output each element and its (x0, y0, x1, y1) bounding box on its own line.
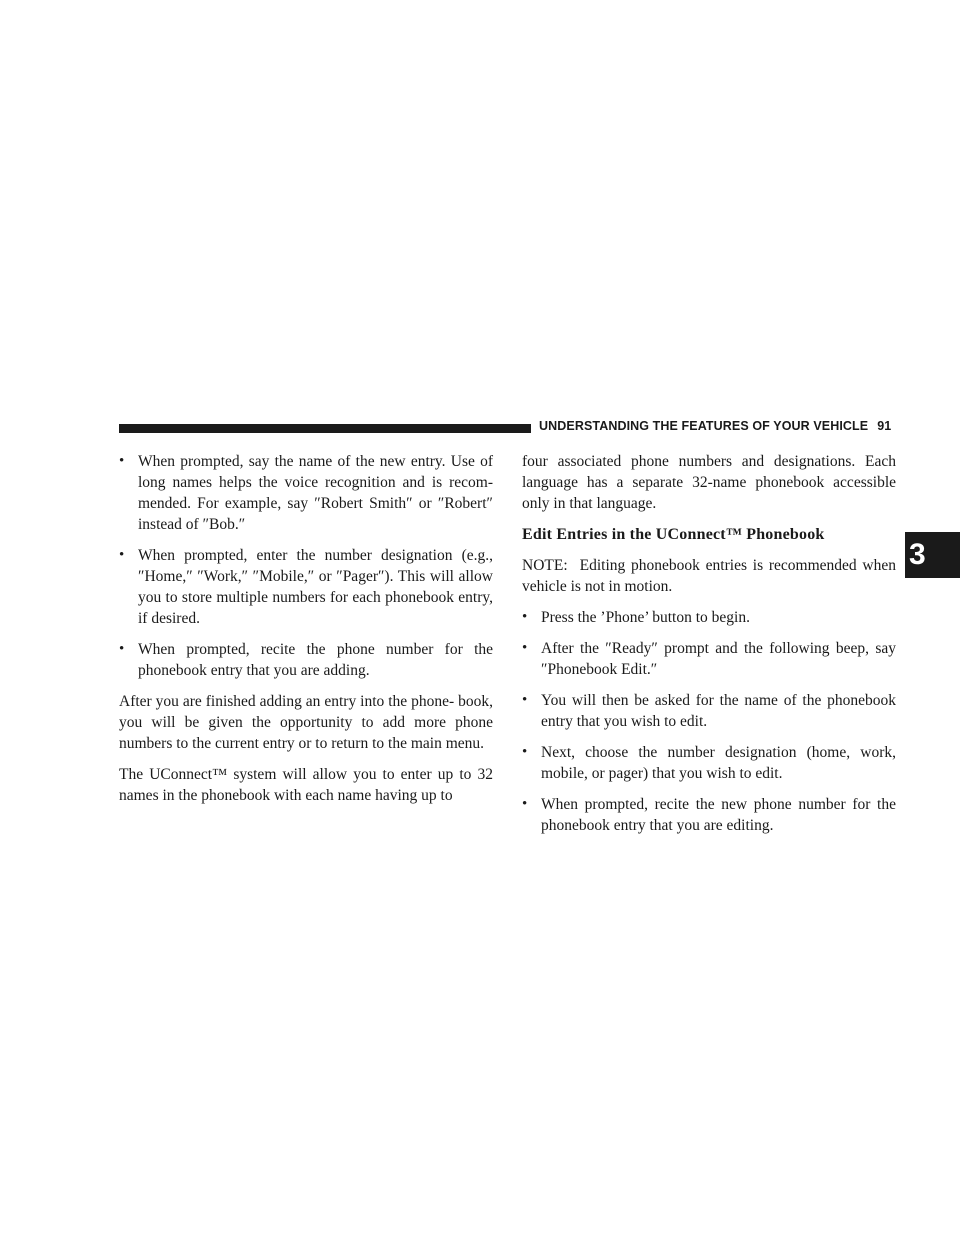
page-number: 91 (877, 419, 892, 433)
header-text (539, 419, 891, 433)
paragraph: The UConnect™ system will allow you to enter up to 32 names in the phonebook with each name having up to (119, 766, 493, 804)
list-item (119, 639, 493, 681)
paragraph-continued: four associated phone numbers and designations. Each language has a separate 32-name phonebook accessible only in that language. (522, 453, 896, 512)
list-item (119, 451, 493, 535)
page-header (119, 421, 960, 435)
left-column (119, 451, 493, 816)
note-text: Editing phonebook entries is recommended when vehicle is not in motion. (522, 557, 896, 595)
list-item-text: After the ″Ready″ prompt and the following beep, say ″Phonebook Edit.″ (541, 640, 896, 678)
list-item-text: Press the ’Phone’ button to begin. (541, 609, 750, 626)
bullet-glyph: • (119, 641, 125, 657)
header-rule (119, 424, 531, 433)
list-item (522, 638, 896, 680)
bullet-glyph: • (119, 453, 125, 469)
list-item-text: When prompted, recite the phone number for the phonebook entry that you are adding. (138, 641, 493, 679)
list-item-text: When prompted, enter the number designation (e.g., ″Home,″ ″Work,″ ″Mobile,″ or ″Pager″). This will allow you to store multiple numbers for each phonebook entry, if desired. (138, 547, 493, 627)
note-label: NOTE: (522, 557, 568, 574)
list-item (522, 794, 896, 836)
chapter-tab: 3 (905, 532, 960, 578)
list-item (522, 690, 896, 732)
bullet-glyph: • (522, 692, 528, 708)
paragraph: After you are finished adding an entry into the phone- book, you will be given the opportunity to add more phone numbers to the current entry or to return to the main menu. (119, 693, 493, 752)
list-item-text: When prompted, recite the new phone number for the phonebook entry that you are editing. (541, 796, 896, 834)
section-heading: Edit Entries in the UConnect™ Phonebook (522, 526, 825, 543)
right-column (522, 451, 896, 846)
list-item (522, 607, 896, 628)
bullet-glyph: • (522, 640, 528, 656)
bullet-glyph: • (522, 744, 528, 760)
bullet-glyph: • (522, 609, 528, 625)
list-item-text: When prompted, say the name of the new entry. Use of long names helps the voice recognition and is recom- mended. For example, say ″Robert Smith″ or ″Robert″ instead of ″Bob.″ (138, 453, 493, 533)
list-item-text: Next, choose the number designation (home, work, mobile, or pager) that you wish to edit. (541, 744, 896, 782)
list-item (522, 742, 896, 784)
list-item-text: You will then be asked for the name of the phonebook entry that you wish to edit. (541, 692, 896, 730)
bullet-glyph: • (522, 796, 528, 812)
bullet-glyph: • (119, 547, 125, 563)
note (522, 555, 896, 597)
list-item (119, 545, 493, 629)
section-title: UNDERSTANDING THE FEATURES OF YOUR VEHICLE (539, 419, 869, 433)
